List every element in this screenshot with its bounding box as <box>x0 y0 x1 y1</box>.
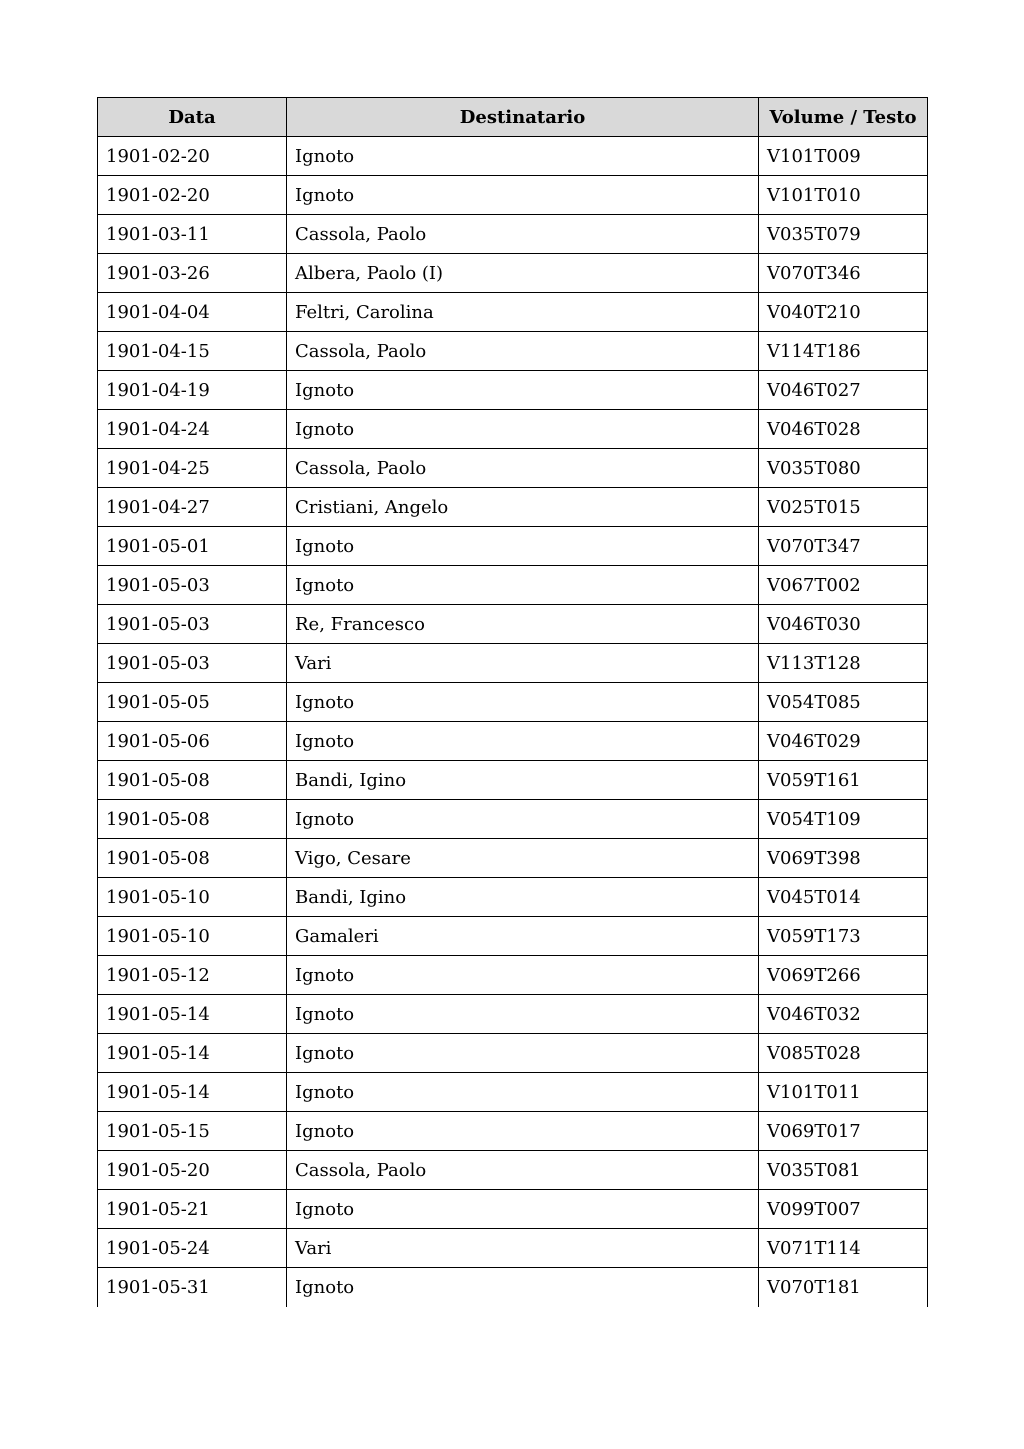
header-recipient: Destinatario <box>287 98 759 137</box>
cell-recipient: Ignoto <box>287 1073 759 1112</box>
cell-date: 1901-03-26 <box>98 254 287 293</box>
cell-volume-text: V059T173 <box>759 917 928 956</box>
letters-table <box>97 97 928 1307</box>
cell-volume-text: V070T181 <box>759 1268 928 1307</box>
cell-date: 1901-05-06 <box>98 722 287 761</box>
cell-volume-text: V101T010 <box>759 176 928 215</box>
table-row <box>98 1151 928 1190</box>
cell-recipient: Cassola, Paolo <box>287 1151 759 1190</box>
cell-date: 1901-04-04 <box>98 293 287 332</box>
cell-date: 1901-05-14 <box>98 995 287 1034</box>
cell-volume-text: V114T186 <box>759 332 928 371</box>
cell-volume-text: V035T081 <box>759 1151 928 1190</box>
cell-date: 1901-05-08 <box>98 761 287 800</box>
cell-recipient: Ignoto <box>287 137 759 176</box>
cell-date: 1901-05-03 <box>98 605 287 644</box>
table-row <box>98 1034 928 1073</box>
cell-date: 1901-05-21 <box>98 1190 287 1229</box>
table-row <box>98 1073 928 1112</box>
cell-recipient: Ignoto <box>287 176 759 215</box>
cell-recipient: Bandi, Igino <box>287 761 759 800</box>
cell-volume-text: V059T161 <box>759 761 928 800</box>
cell-volume-text: V045T014 <box>759 878 928 917</box>
cell-recipient: Ignoto <box>287 1268 759 1307</box>
cell-date: 1901-04-27 <box>98 488 287 527</box>
cell-volume-text: V054T085 <box>759 683 928 722</box>
cell-recipient: Ignoto <box>287 371 759 410</box>
header-volume-text: Volume / Testo <box>759 98 928 137</box>
cell-volume-text: V099T007 <box>759 1190 928 1229</box>
cell-date: 1901-03-11 <box>98 215 287 254</box>
table-row <box>98 839 928 878</box>
table-row <box>98 137 928 176</box>
cell-volume-text: V101T009 <box>759 137 928 176</box>
cell-recipient: Cristiani, Angelo <box>287 488 759 527</box>
cell-recipient: Ignoto <box>287 1034 759 1073</box>
cell-volume-text: V069T398 <box>759 839 928 878</box>
table-row <box>98 332 928 371</box>
table-row <box>98 761 928 800</box>
cell-date: 1901-05-08 <box>98 839 287 878</box>
table-row <box>98 878 928 917</box>
table-row <box>98 1112 928 1151</box>
table-row <box>98 683 928 722</box>
cell-volume-text: V046T027 <box>759 371 928 410</box>
table-row <box>98 254 928 293</box>
cell-date: 1901-05-05 <box>98 683 287 722</box>
cell-recipient: Cassola, Paolo <box>287 215 759 254</box>
table-row <box>98 1190 928 1229</box>
header-date: Data <box>98 98 287 137</box>
cell-volume-text: V025T015 <box>759 488 928 527</box>
cell-date: 1901-05-15 <box>98 1112 287 1151</box>
cell-recipient: Ignoto <box>287 410 759 449</box>
table-row <box>98 449 928 488</box>
cell-volume-text: V070T346 <box>759 254 928 293</box>
table-row <box>98 995 928 1034</box>
cell-recipient: Ignoto <box>287 566 759 605</box>
cell-date: 1901-05-10 <box>98 917 287 956</box>
table-row <box>98 527 928 566</box>
cell-date: 1901-05-14 <box>98 1073 287 1112</box>
cell-recipient: Ignoto <box>287 995 759 1034</box>
cell-recipient: Vigo, Cesare <box>287 839 759 878</box>
table-row <box>98 644 928 683</box>
table-row <box>98 956 928 995</box>
cell-recipient: Vari <box>287 644 759 683</box>
cell-date: 1901-04-25 <box>98 449 287 488</box>
cell-volume-text: V071T114 <box>759 1229 928 1268</box>
table-row <box>98 1229 928 1268</box>
letters-table-container <box>97 97 927 1307</box>
cell-volume-text: V069T017 <box>759 1112 928 1151</box>
cell-volume-text: V046T030 <box>759 605 928 644</box>
table-body <box>98 137 928 1307</box>
cell-recipient: Cassola, Paolo <box>287 449 759 488</box>
table-row <box>98 176 928 215</box>
cell-recipient: Vari <box>287 1229 759 1268</box>
cell-date: 1901-05-03 <box>98 644 287 683</box>
cell-recipient: Gamaleri <box>287 917 759 956</box>
cell-date: 1901-05-12 <box>98 956 287 995</box>
cell-volume-text: V035T080 <box>759 449 928 488</box>
cell-date: 1901-02-20 <box>98 176 287 215</box>
cell-date: 1901-05-24 <box>98 1229 287 1268</box>
cell-recipient: Ignoto <box>287 800 759 839</box>
table-row <box>98 488 928 527</box>
cell-date: 1901-05-01 <box>98 527 287 566</box>
cell-volume-text: V101T011 <box>759 1073 928 1112</box>
table-row <box>98 371 928 410</box>
cell-volume-text: V054T109 <box>759 800 928 839</box>
cell-recipient: Ignoto <box>287 527 759 566</box>
table-row <box>98 722 928 761</box>
cell-date: 1901-02-20 <box>98 137 287 176</box>
cell-date: 1901-04-15 <box>98 332 287 371</box>
cell-recipient: Ignoto <box>287 683 759 722</box>
table-row <box>98 215 928 254</box>
cell-recipient: Ignoto <box>287 956 759 995</box>
cell-date: 1901-04-19 <box>98 371 287 410</box>
cell-recipient: Albera, Paolo (I) <box>287 254 759 293</box>
table-row <box>98 410 928 449</box>
table-row <box>98 800 928 839</box>
cell-volume-text: V046T032 <box>759 995 928 1034</box>
table-row <box>98 1268 928 1307</box>
table-row <box>98 293 928 332</box>
cell-volume-text: V046T028 <box>759 410 928 449</box>
table-row <box>98 605 928 644</box>
cell-volume-text: V069T266 <box>759 956 928 995</box>
cell-date: 1901-04-24 <box>98 410 287 449</box>
cell-recipient: Cassola, Paolo <box>287 332 759 371</box>
header-row <box>98 98 928 137</box>
cell-volume-text: V085T028 <box>759 1034 928 1073</box>
cell-date: 1901-05-31 <box>98 1268 287 1307</box>
cell-date: 1901-05-08 <box>98 800 287 839</box>
cell-volume-text: V070T347 <box>759 527 928 566</box>
cell-recipient: Ignoto <box>287 722 759 761</box>
cell-date: 1901-05-03 <box>98 566 287 605</box>
cell-recipient: Re, Francesco <box>287 605 759 644</box>
cell-recipient: Ignoto <box>287 1112 759 1151</box>
cell-date: 1901-05-20 <box>98 1151 287 1190</box>
table-row <box>98 566 928 605</box>
cell-volume-text: V067T002 <box>759 566 928 605</box>
cell-recipient: Ignoto <box>287 1190 759 1229</box>
cell-volume-text: V040T210 <box>759 293 928 332</box>
cell-volume-text: V113T128 <box>759 644 928 683</box>
cell-volume-text: V035T079 <box>759 215 928 254</box>
cell-date: 1901-05-10 <box>98 878 287 917</box>
cell-recipient: Feltri, Carolina <box>287 293 759 332</box>
cell-volume-text: V046T029 <box>759 722 928 761</box>
cell-date: 1901-05-14 <box>98 1034 287 1073</box>
table-header <box>98 98 928 137</box>
table-row <box>98 917 928 956</box>
cell-recipient: Bandi, Igino <box>287 878 759 917</box>
